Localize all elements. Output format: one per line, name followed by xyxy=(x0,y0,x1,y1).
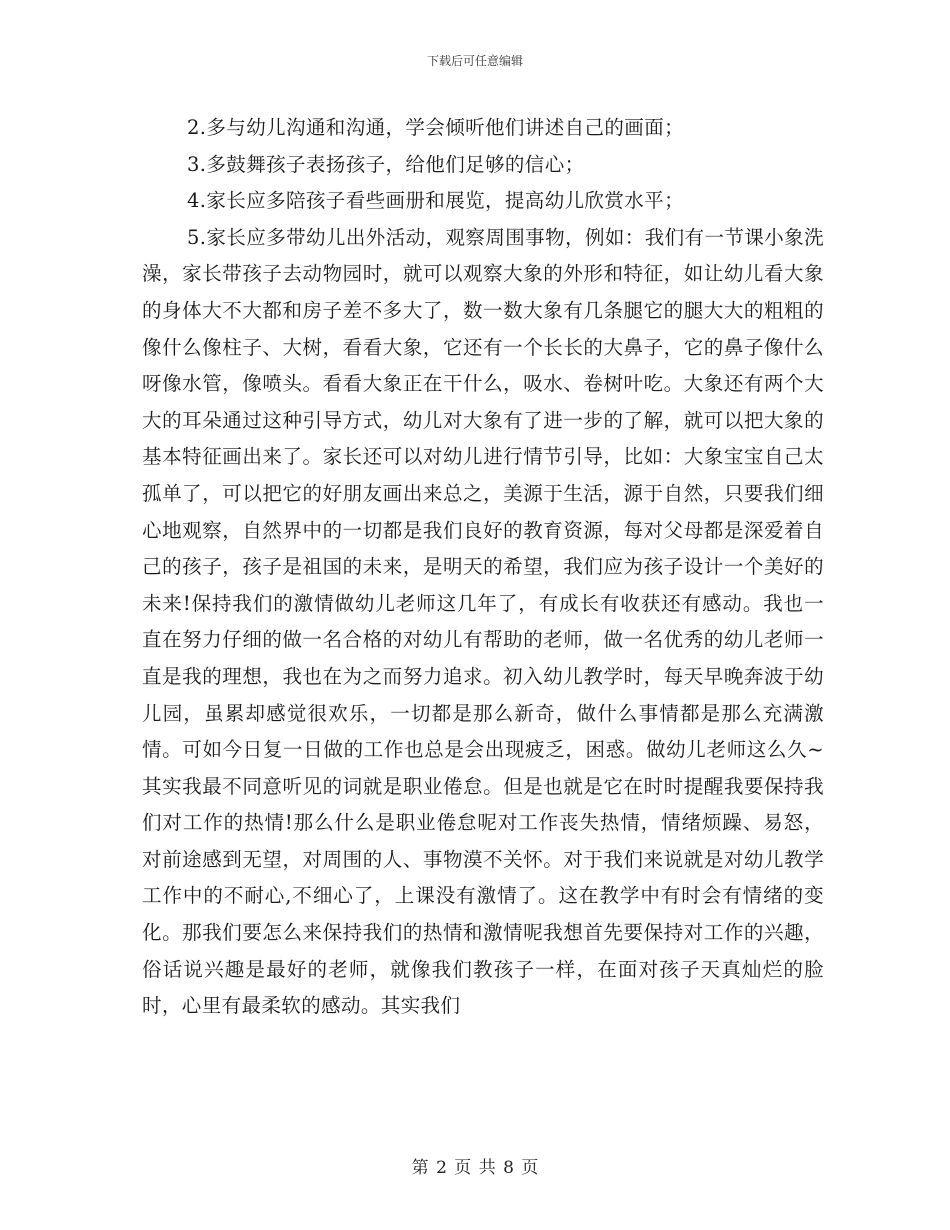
document-body xyxy=(142,110,824,1025)
page-header: 下载后可任意编辑 xyxy=(426,54,523,68)
page-number-footer: 第 2 页 共 8 页 xyxy=(411,1158,539,1178)
paragraph-tip-2: 2.多与幼儿沟通和沟通，学会倾听他们讲述自己的画面； xyxy=(187,116,685,139)
paragraph-tip-4: 4.家长应多陪孩子看些画册和展览，提高幼儿欣赏水平； xyxy=(187,189,685,213)
paragraph-tip-5: 5.家长应多带幼儿出外活动，观察周围事物，例如：我们有一节课小象洗澡，家长带孩子去动物园时，就可以观察大象的外形和特征，如让幼儿看大象的身体大不大都和房子差不多大了，数一数大象有几条腿它的腿大大的粗粗的像什么像柱子、大树，看看大象，它还有一个长长的大鼻子，它的鼻子像什么呀像水管，像喷头。看看大象正在干什么，吸水、卷树叶吃。大象还有两个大大的耳朵通过这种引导方式，幼儿对大象有了进一步的了解，就可以把大象的基本特征画出来了。家长还可以对幼儿进行情节引导，比如：大象宝宝自己太孤单了，可以把它的好朋友画出来总之，美源于生活，源于自然，只要我们细心地观察，自然界中的一切都是我们良好的教育资源，每对父母都是深爱着自己的孩子，孩子是祖国的未来，是明天的希望，我们应为孩子设计一个美好的未来!保持我们的激情做幼儿老师这几年了，有成长有收获还有感动。我也一直在努力仔细的做一名合格的对幼儿有帮助的老师，做一名优秀的幼儿老师一直是我的理想，我也在为之而努力追求。初入幼儿教学时，每天早晚奔波于幼儿园，虽累却感觉很欢乐，一切都是那么新奇，做什么事情都是那么充满激情。可如今日复一日做的工作也总是会出现疲乏，困惑。做幼儿老师这么久~其实我最不同意听见的词就是职业倦怠。但是也就是它在时时提醒我要保持我们对工作的热情!那么什么是职业倦怠呢对工作丧失热情，情绪烦躁、易怒，对前途感到无望，对周围的人、事物漠不关怀。对于我们来说就是对幼儿教学工作中的不耐心,不细心了，上课没有激情了。这在教学中有时会有情绪的变化。那我们要怎么来保持我们的热情和激情呢我想首先要保持对工作的兴趣，俗话说兴趣是最好的老师，就像我们教孩子一样，在面对孩子天真灿烂的脸时，心里有最柔软的感动。其实我们 xyxy=(142,225,824,1018)
paragraph-tip-3: 3.多鼓舞孩子表扬孩子，给他们足够的信心； xyxy=(187,152,585,176)
